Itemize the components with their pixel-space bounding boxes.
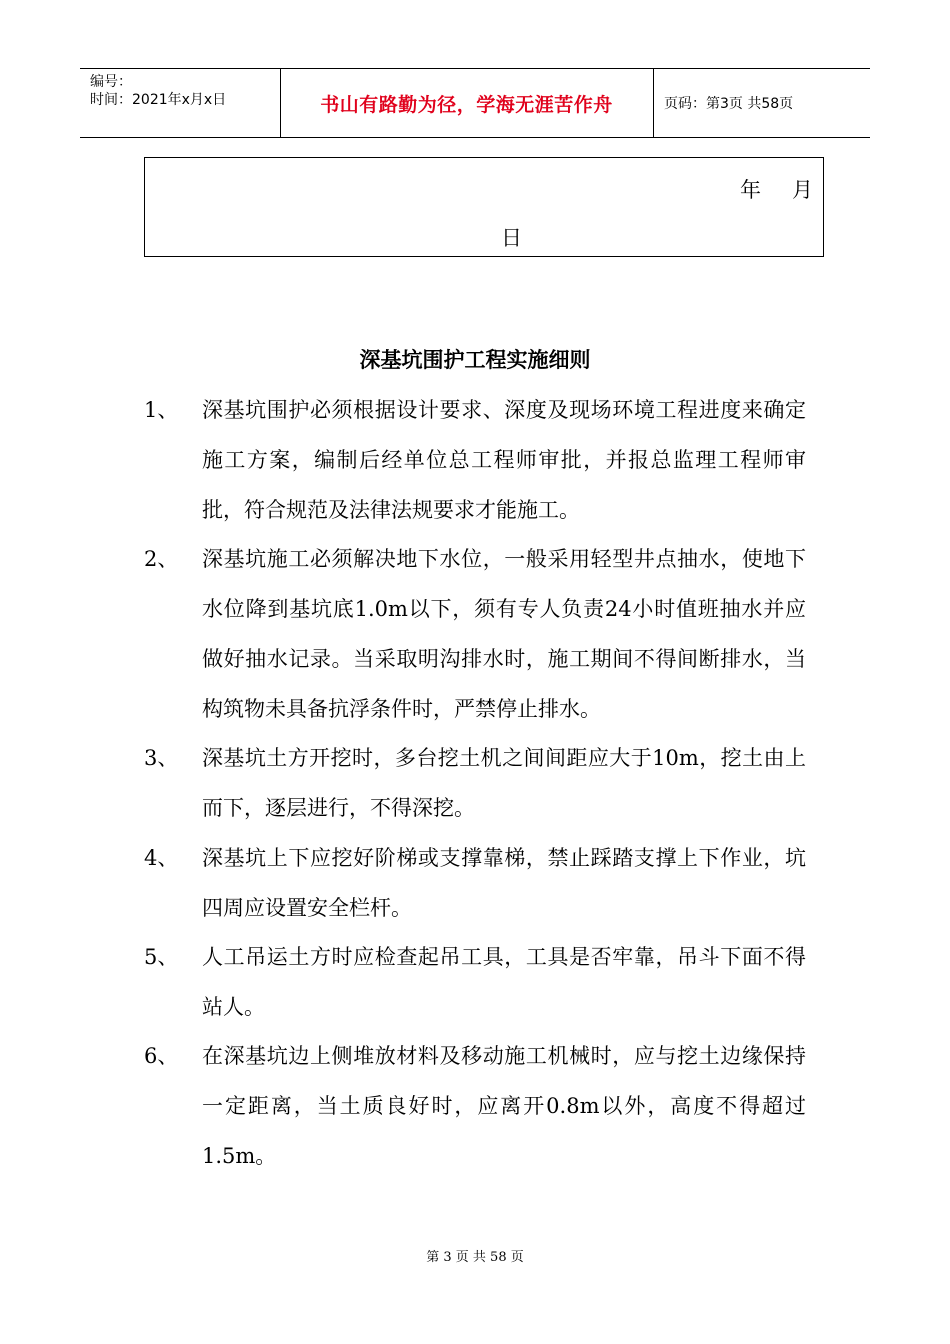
item-number: 6、 <box>144 1044 179 1068</box>
motto-text: 书山有路勤为径，学海无涯苦作舟 <box>320 93 613 116</box>
item-number: 3、 <box>144 746 179 770</box>
item-text: 深基坑土方开挖时，多台挖土机之间间距应大于10m，挖土由上而下，逐层进行，不得深挖。 <box>202 746 806 820</box>
date-month-label: 月 <box>792 178 813 202</box>
document-title: 深基坑围护工程实施细则 <box>359 348 591 372</box>
item-text: 深基坑上下应挖好阶梯或支撑靠梯，禁止踩踏支撑上下作业，坑四周应设置安全栏杆。 <box>202 846 806 920</box>
item-number: 5、 <box>144 945 179 969</box>
number-label: 编号： <box>90 74 132 90</box>
item-number: 2、 <box>144 547 179 571</box>
header-motto-cell <box>280 69 654 137</box>
item-text: 深基坑围护必须根据设计要求、深度及现场环境工程进度来确定施工方案，编制后经单位总工程师审批，并报总监理工程师审批，符合规范及法律法规要求才能施工。 <box>202 398 806 522</box>
signature-date-box <box>144 157 824 257</box>
date-year-label: 年 <box>740 178 761 202</box>
time-label: 时间：2021年x月x日 <box>90 92 227 108</box>
item-text: 深基坑施工必须解决地下水位，一般采用轻型井点抽水，使地下水位降到基坑底1.0m以下，须有专人负责24小时值班抽水并应做好抽水记录。当采取明沟排水时，施工期间不得间断排水，当构筑物未具备抗浮条件时，严禁停止排水。 <box>202 547 806 721</box>
page-footer: 第 3 页 共 58 页 <box>426 1250 524 1265</box>
item-text: 在深基坑边上侧堆放材料及移动施工机械时，应与挖土边缘保持一定距离，当土质良好时，应离开0.8m以外，高度不得超过1.5m。 <box>202 1044 806 1168</box>
item-text: 人工吊运土方时应检查起吊工具，工具是否牢靠，吊斗下面不得站人。 <box>202 945 806 1019</box>
item-number: 1、 <box>144 398 179 422</box>
header-meta-cell <box>80 69 281 137</box>
page-info: 页码：第3页 共58页 <box>664 96 794 112</box>
header-page-cell <box>654 69 870 137</box>
item-number: 4、 <box>144 846 179 870</box>
page-header <box>80 68 870 138</box>
date-day-label: 日 <box>501 226 522 250</box>
